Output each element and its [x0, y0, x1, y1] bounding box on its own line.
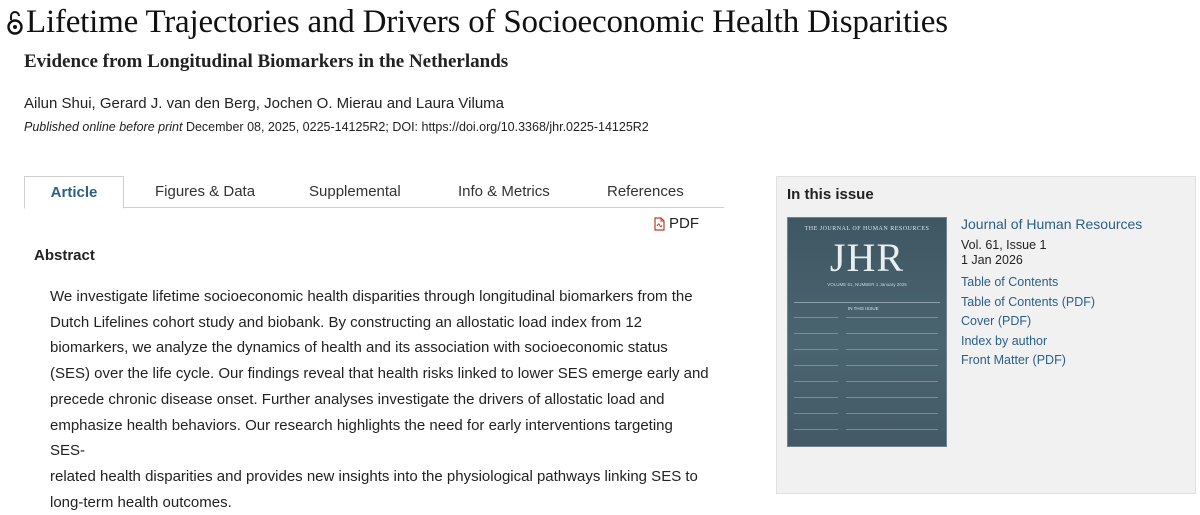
index-by-author-link[interactable]: Index by author — [961, 333, 1048, 348]
table-of-contents-link[interactable]: Table of Contents — [961, 275, 1059, 289]
issue-date: 1 Jan 2026 — [961, 253, 1023, 267]
volume-issue: Vol. 61, Issue 1 — [961, 238, 1047, 252]
cover-in-this-issue: IN THIS ISSUE — [848, 306, 879, 311]
cover-contents — [794, 302, 940, 440]
abstract-heading: Abstract — [34, 247, 95, 264]
cover-journal-name: THE JOURNAL OF HUMAN RESOURCES — [804, 226, 930, 232]
pdf-download-link[interactable] — [654, 215, 699, 232]
in-this-issue-panel — [776, 176, 1196, 494]
abstract-line: related health disparities and provides new insights into the physiological pathways linking SES to — [50, 467, 698, 485]
abstract-line: biomarkers, we analyze the dynamics of health and its association with socioeconomic status — [50, 339, 668, 357]
published-detail: December 08, 2025, 0225-14125R2; DOI: https://doi.org/10.3368/jhr.0225-14125R2 — [185, 120, 649, 134]
tab-article[interactable]: Article — [24, 176, 124, 209]
abstract-line: Dutch Lifelines cohort study and biobank. By constructing an allostatic load index from 12 — [50, 313, 643, 331]
open-access-icon — [6, 8, 24, 38]
tab-info-metrics[interactable]: Info & Metrics — [458, 183, 550, 200]
tab-figures-data[interactable]: Figures & Data — [155, 183, 256, 200]
pdf-file-icon — [654, 217, 665, 231]
publication-info — [24, 120, 649, 134]
title-row — [6, 4, 948, 41]
article-tabs — [24, 176, 724, 208]
article-title: Lifetime Trajectories and Drivers of Socioeconomic Health Disparities — [26, 4, 948, 40]
in-this-issue-heading: In this issue — [787, 186, 874, 203]
pdf-label: PDF — [669, 215, 699, 232]
abstract-text — [50, 284, 710, 515]
tab-references[interactable]: References — [607, 183, 684, 200]
published-label: Published online before print — [24, 120, 183, 134]
abstract-line: precede chronic disease onset. Further analyses investigate the drivers of allostatic load and — [50, 390, 665, 408]
journal-cover-image[interactable] — [787, 217, 947, 447]
abstract-line: (SES) over the life cycle. Our findings reveal that health risks linked to lower SES emerge early and — [50, 365, 709, 383]
front-matter-pdf-link[interactable]: Front Matter (PDF) — [961, 353, 1066, 368]
cover-pdf-link[interactable]: Cover (PDF) — [961, 314, 1032, 329]
issue-links — [961, 273, 1095, 371]
table-of-contents-pdf-link[interactable]: Table of Contents (PDF) — [961, 294, 1096, 309]
journal-name-link[interactable]: Journal of Human Resources — [961, 216, 1143, 232]
article-subtitle: Evidence from Longitudinal Biomarkers in the Netherlands — [24, 51, 509, 72]
author-list: Ailun Shui, Gerard J. van den Berg, Jochen O. Mierau and Laura Viluma — [24, 95, 504, 112]
cover-logo: JHR — [829, 235, 905, 280]
abstract-line: emphasize health behaviors. Our research highlights the need for early interventions targeting SES- — [50, 416, 673, 460]
abstract-line: long-term health outcomes. — [50, 493, 232, 511]
abstract-line: We investigate lifetime socioeconomic health disparities through longitudinal biomarkers from the — [50, 288, 693, 305]
cover-volume: VOLUME 61, NUMBER 1 January 2026 — [827, 282, 907, 287]
tab-supplemental[interactable]: Supplemental — [309, 183, 401, 200]
